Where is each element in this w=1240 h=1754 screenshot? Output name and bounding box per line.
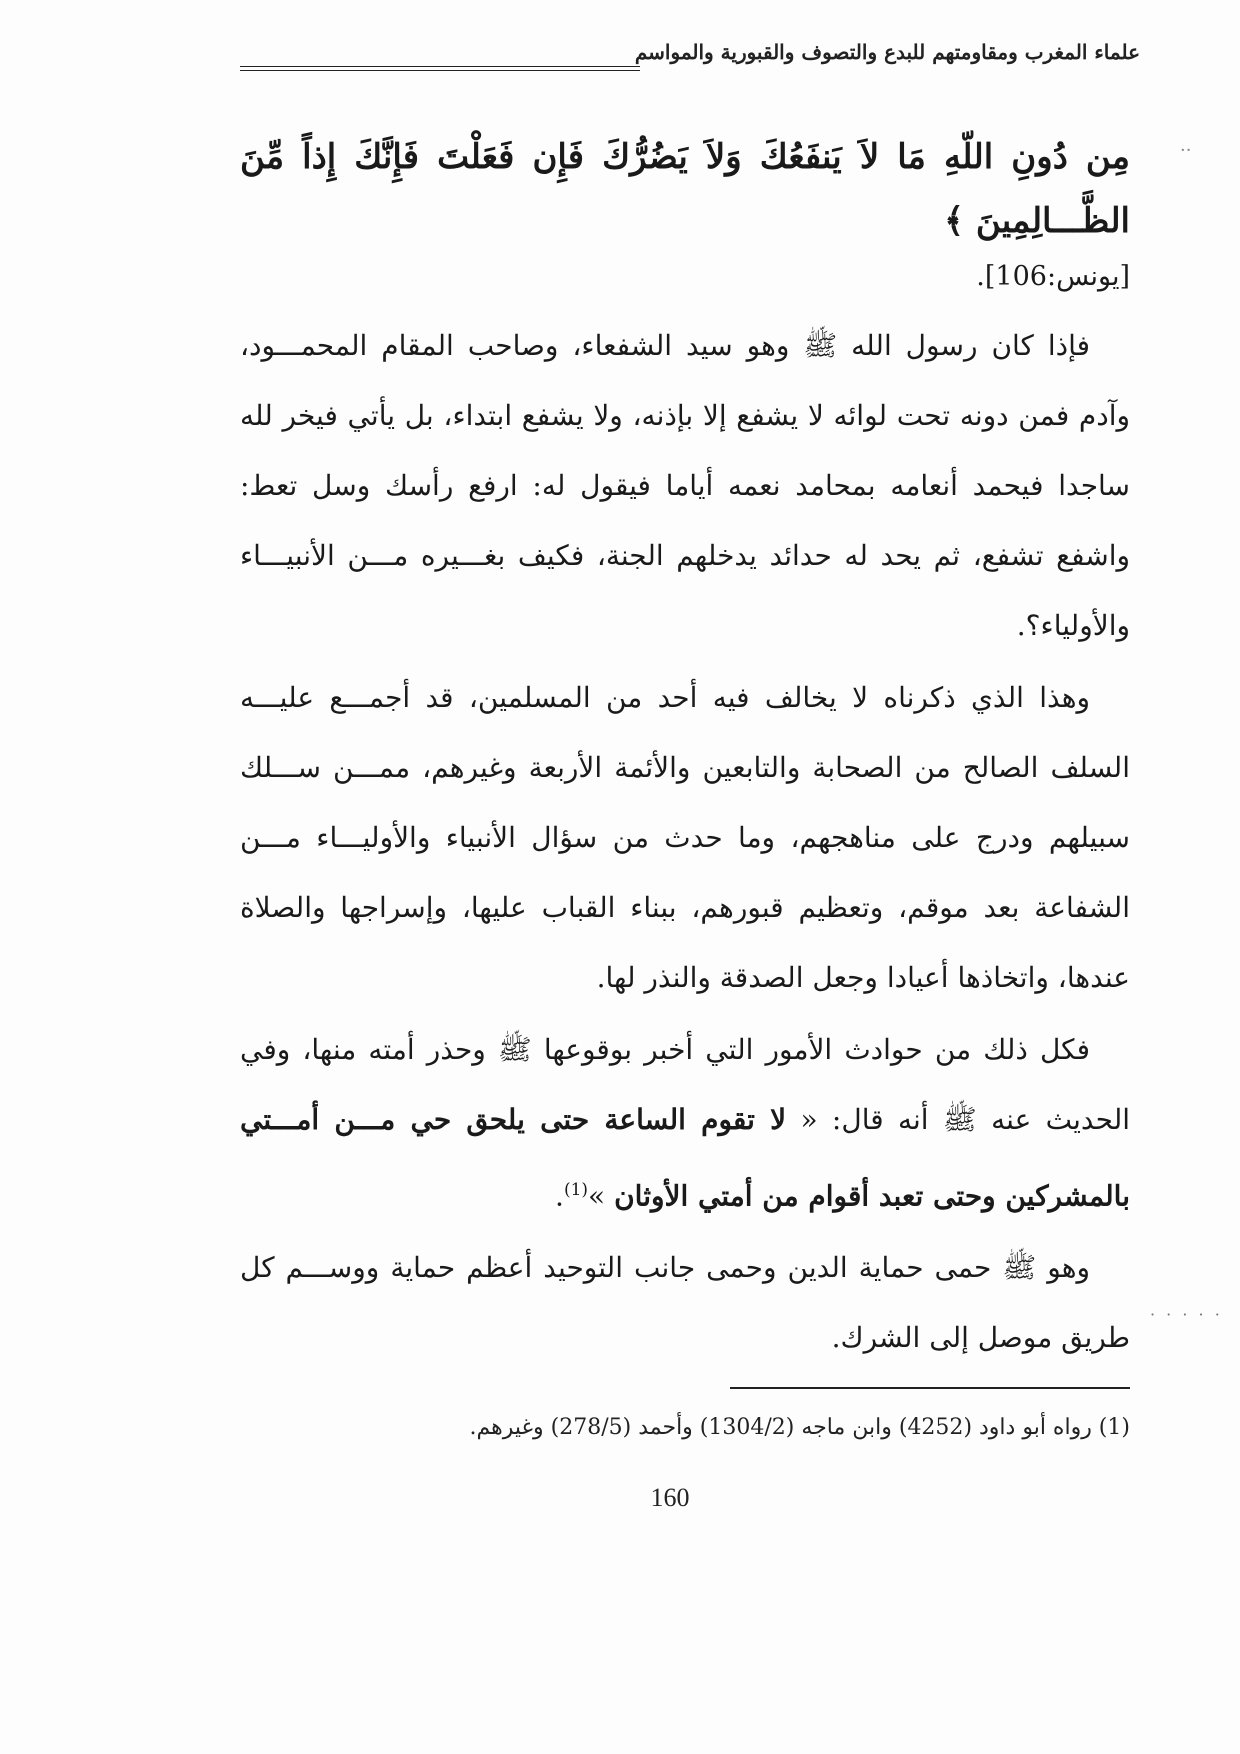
- verse-reference: [يونس:106].: [976, 261, 1130, 292]
- hadith-quote: لا تقوم الساعة حتى يلحق حي مـــن أمـــتي بالمشركين وحتى تعبد أقوام من أمتي الأوثان: [240, 1103, 1130, 1213]
- scan-dots: · · · · ·: [1150, 1305, 1223, 1324]
- corner-mark: ··: [1180, 140, 1192, 161]
- paragraph-hadith: [240, 1015, 1130, 1231]
- paragraph-2: وهذا الذي ذكرناه لا يخالف فيه أحد من المسلمين، قد أجمـــع عليـــه السلف الصالح من الصحابة والتابعين والأئمة الأربعة وغيرهم، ممـــن ســـلك سبيلهم ودرج على مناهجهم، وما حدث من سؤال الأنبياء والأوليـــاء مـــن الشفاعة بعد موقم، وتعظيم قبورهم، ببناء القباب عليها، وإسراجها والصلاة عندها، واتخاذها أعيادا وجعل الصدقة والنذر لها.: [240, 681, 1130, 994]
- hadith-close: »: [588, 1179, 606, 1213]
- running-header: علماء المغرب ومقاومتهم للبدع والتصوف والقبورية والمواسم: [634, 40, 1140, 64]
- quran-verse: مِن دُونِ اللّهِ مَا لاَ يَنفَعُكَ وَلاَ يَضُرُّكَ فَإِن فَعَلْتَ فَإِنَّكَ إِذاً مِّنَ الظَّـــالِمِينَ ﴾: [240, 137, 1130, 241]
- page-number: 160: [650, 1483, 690, 1512]
- header-rule: [240, 66, 640, 71]
- footnote-rule: [730, 1387, 1130, 1389]
- body-text: [240, 125, 1130, 1375]
- hadith-end: .: [555, 1179, 564, 1213]
- paragraph-1: فإذا كان رسول الله ﷺ وهو سيد الشفعاء، وصاحب المقام المحمـــود، وآدم فمن دونه تحت لوائه لا يشفع إلا بإذنه، ولا يشفع ابتداء، بل يأتي فيخر لله ساجدا فيحمد أنعامه بمحامد نعمه أياما فيقول له: ارفع رأسك وسل تعط: واشفع تشفع، ثم يحد له حدائد يدخلهم الجنة، فكيف بغـــيره مـــن الأنبيـــاء والأولياء؟.: [240, 329, 1130, 642]
- paragraph-3: وهو ﷺ حمى حماية الدين وحمى جانب التوحيد أعظم حماية ووســـم كل طريق موصل إلى الشرك.: [240, 1251, 1130, 1355]
- footnote-1: (1) رواه أبو داود (4252) وابن ماجه (1304/2) وأحمد (278/5) وغيرهم.: [469, 1415, 1130, 1440]
- footnote-reference[interactable]: (1): [563, 1180, 589, 1200]
- hadith-intro: فكل ذلك من حوادث الأمور التي أخبر بوقوعها ﷺ وحذر أمته منها، وفي الحديث عنه ﷺ أنه قال: «: [240, 1033, 1131, 1136]
